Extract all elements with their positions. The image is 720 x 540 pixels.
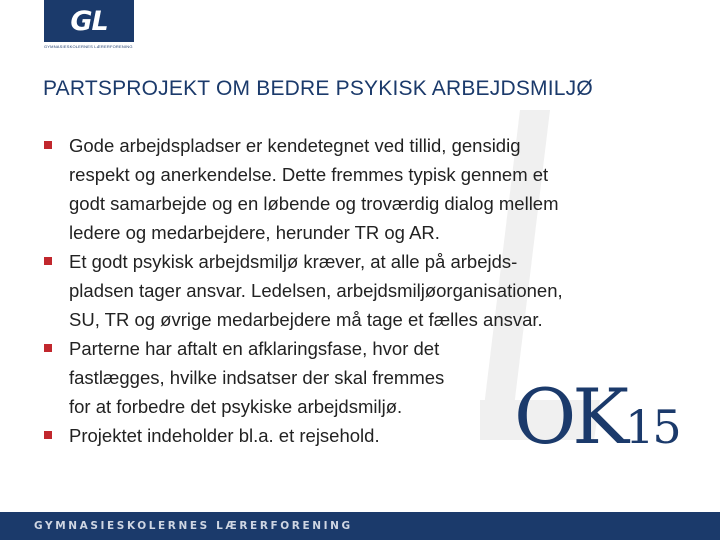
square-bullet-icon	[44, 344, 52, 352]
bullet-line: Gode arbejdspladser er kendetegnet ved tillid, gensidig	[69, 135, 521, 156]
footer-text: GYMNASIESKOLERNES LÆRERFORENING	[34, 520, 353, 532]
bullet-line: Parterne har aftalt en afklaringsfase, hvor det	[69, 338, 440, 359]
bullet-line: for at forbedre det psykiske arbejdsmiljø.	[69, 396, 403, 417]
bullet-line: godt samarbejde og en løbende og troværdig dialog mellem	[69, 193, 559, 214]
ok15-logo-number: 15	[625, 400, 680, 454]
square-bullet-icon	[44, 257, 52, 265]
footer-bar	[0, 512, 720, 540]
gl-logo-subtitle: GYMNASIESKOLERNES LÆRERFORENING	[44, 44, 133, 49]
bullet-item	[44, 131, 674, 247]
bullet-item	[44, 247, 674, 334]
ok15-logo	[514, 372, 680, 462]
bullet-line: pladsen tager ansvar. Ledelsen, arbejdsmiljøorganisationen,	[69, 280, 563, 301]
bullet-line: ledere og medarbejdere, herunder TR og AR.	[69, 222, 440, 243]
ok15-logo-main: OK	[514, 372, 626, 461]
bullet-line: Projektet indeholder bl.a. et rejsehold.	[69, 425, 380, 446]
square-bullet-icon	[44, 141, 52, 149]
bullet-line: SU, TR og øvrige medarbejdere må tage et fælles ansvar.	[69, 309, 543, 330]
gl-logo-text: GL	[70, 5, 108, 37]
bullet-line: Et godt psykisk arbejdsmiljø kræver, at alle på arbejds-	[69, 251, 518, 272]
bullet-line: respekt og anerkendelse. Dette fremmes typisk gennem et	[69, 164, 549, 185]
gl-logo-box	[44, 0, 134, 42]
bullet-line: fastlægges, hvilke indsatser der skal fremmes	[69, 367, 445, 388]
square-bullet-icon	[44, 431, 52, 439]
gl-logo	[44, 0, 136, 48]
slide-title: PARTSPROJEKT OM BEDRE PSYKISK ARBEJDSMILJØ	[43, 77, 593, 100]
